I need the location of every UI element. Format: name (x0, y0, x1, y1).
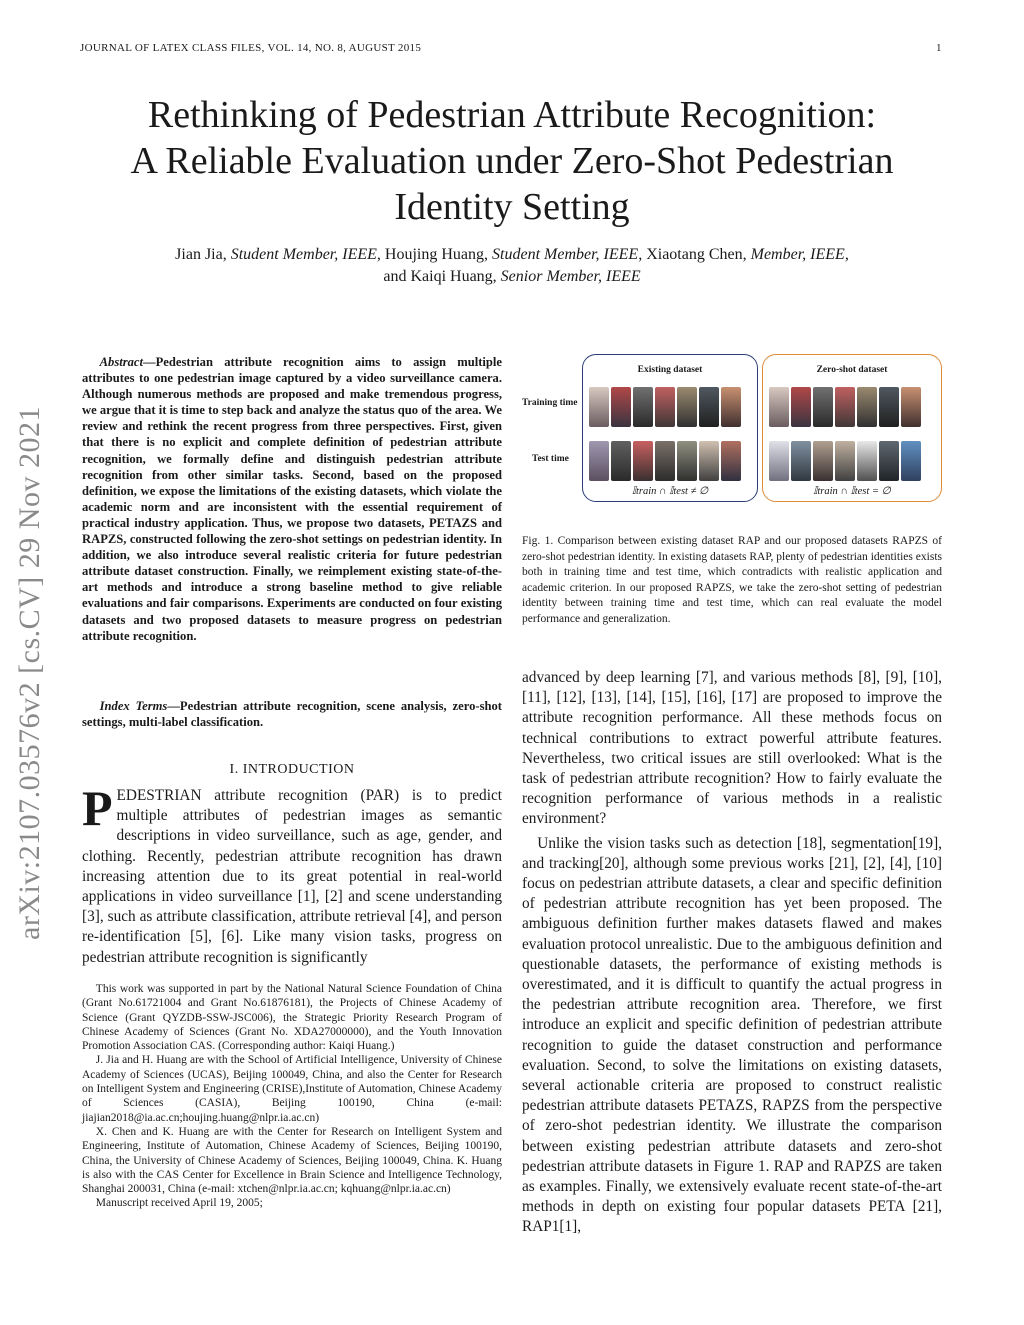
paragraph: Unlike the vision tasks such as detection [18], segmentation[19], and tracking[20], although some previous works [21], [2], [4], [10] focus on pedestrian attribute datasets, a clear and specific definition of pedestrian attribute recognition has yet been proposed. The ambiguous definition further makes datasets flawed and makes evaluation protocol unrealistic. Due to the ambiguous definition and questionable datasets, the performance of existing methods is overestimated, and it is difficult to quantify the actual progress in the pedestrian attribute recognition area. Therefore, we first introduce an explicit and specific definition of pedestrian attribute recognition to guide the dataset construction and performance evaluation. Second, to solve the limitations on existing datasets, several actionable criteria are proposed to construct realistic pedestrian attribute datasets PETAZS, RAPZS from the perspective of zero-shot pedestrian identity. We illustrate the comparison between existing pedestrian attribute datasets and zero-shot pedestrian attribute datasets in Figure 1. RAP and RAPZS are taken as examples. Finally, we extensively evaluate recent state-of-the-art methods in depth on existing four popular datasets PETA [21], RAP1[1], (522, 834, 942, 1236)
index-terms-text: —Pedestrian attribute recognition, scene analysis, zero-shot settings, multi-label classification. (82, 699, 502, 730)
pedestrian-image (633, 387, 653, 427)
pedestrian-image (769, 387, 789, 427)
abstract-text: —Pedestrian attribute recognition aims to assign multiple attributes to one pedestrian image captured by a video surveillance camera. Although numerous methods are proposed and make tremendous progress, we argue that it is time to step back and analyze the status quo of the area. We review and rethink the recent progress from three perspectives. First, given that there is no explicit and complete definition of pedestrian attribute recognition, we formally define and distinguish pedestrian attribute recognition from other similar tasks. Second, based on the proposed definition, we expose the limitations of the existing datasets, which violate the academic norm and are inconsistent with the essential requirement of practical industry application. Thus, we propose two datasets, PETAZS and RAPZS, constructed following the zero-shot settings on pedestrian identity. In addition, we also introduce several realistic criteria for future pedestrian attribute dataset construction. Finally, we reimplement existing state-of-the-art methods and introduce a strong baseline method to give reliable evaluations and fair comparisons. Experiments are conducted on four existing datasets and two proposed datasets to measure progress on pedestrian attribute recognition. (82, 355, 502, 643)
pedestrian-image (791, 387, 811, 427)
pedestrian-image (721, 387, 741, 427)
right-column-body (522, 668, 942, 1238)
author-4-role: Senior Member, IEEE (500, 268, 641, 285)
pedestrian-image (901, 387, 921, 427)
footnote-funding: This work was supported in part by the National Natural Science Foundation of China (Grant No.61721004 and Grant No.61876181), the Projects of Chinese Academy of Science (Grant QYZDB-SSW-JSC006), the Strategic Priority Research Program of Chinese Academy of Sciences (Grant No. XDA27000000), and the Youth Innovation Promotion Association CAS. (Corresponding author: Kaiqi Huang.) (82, 983, 502, 1053)
intro-text: EDESTRIAN attribute recognition (PAR) is to predict multiple attributes of pedestrian images as semantic descriptions in video surveillance, such as age, gender, and clothing. Recently, pedestrian attribute recognition has drawn increasing attention due to its great potential in real-world applications in video surveillance [1], [2] and scene understanding [3], such as attribute classification, attribute retrieval [4], and person re-identification [5], [6]. Like many vision tasks, progress on pedestrian attribute recognition is significantly (82, 787, 502, 966)
author-2-role: Student Member, IEEE, (492, 246, 643, 263)
pedestrian-image (611, 387, 631, 427)
running-header: JOURNAL OF LATEX CLASS FILES, VOL. 14, NO. 8, AUGUST 2015 (80, 42, 422, 54)
title-line-3: Identity Setting (394, 186, 630, 228)
pedestrian-image (769, 441, 789, 481)
footnote-affiliation-1: J. Jia and H. Huang are with the School of Artificial Intelligence, University of Chinese Academy of Sciences (UCAS), Beijing 100049, China, and also the Center for Research on Intelligent System and Engineering (CRISE),Institute of Automation, Chinese Academy of Sciences (CASIA), Beijing 100190, China (e-mail: jiajian2018@ia.ac.cn;houjing.huang@nlpr.ia.ac.cn) (82, 1054, 502, 1124)
pedestrian-image (677, 387, 697, 427)
pedestrian-image (721, 441, 741, 481)
figure-1 (522, 352, 942, 502)
pedestrian-image (879, 387, 899, 427)
pedestrian-image (699, 387, 719, 427)
page-number: 1 (936, 42, 942, 54)
existing-dataset-box (582, 354, 758, 502)
pedestrian-image (677, 441, 697, 481)
pedestrian-image (835, 387, 855, 427)
author-3-role: Member, IEEE, (750, 246, 849, 263)
existing-dataset-title: Existing dataset (637, 365, 703, 375)
pedestrian-image (633, 441, 653, 481)
author-2: Houjing Huang, (380, 246, 493, 263)
zeroshot-dataset-box (762, 354, 942, 502)
paper-title (60, 92, 964, 230)
pedestrian-image (879, 441, 899, 481)
pedestrian-image (835, 441, 855, 481)
index-terms-label: Index Terms (99, 699, 168, 713)
author-3: Xiaotang Chen, (642, 246, 751, 263)
title-line-1: Rethinking of Pedestrian Attribute Recognition: (147, 94, 877, 136)
pedestrian-image (791, 441, 811, 481)
footnotes (82, 982, 502, 1211)
footnote-manuscript: Manuscript received April 19, 2005; (95, 1197, 263, 1210)
title-line-2: A Reliable Evaluation under Zero-Shot Pedestrian (130, 140, 894, 182)
pedestrian-image (699, 441, 719, 481)
pedestrian-image (655, 441, 675, 481)
pedestrian-image (813, 441, 833, 481)
intro-paragraph (82, 780, 502, 968)
formula-existing: 𝕀train ∩ 𝕀test ≠ ∅ (631, 486, 709, 497)
author-1: Jian Jia, (175, 246, 231, 263)
abstract-label: Abstract (99, 355, 144, 369)
pedestrian-image (655, 387, 675, 427)
formula-zeroshot: 𝕀train ∩ 𝕀test = ∅ (813, 486, 891, 497)
pedestrian-image (813, 387, 833, 427)
footnote-affiliation-2: X. Chen and K. Huang are with the Center for Research on Intelligent System and Engineering, Institute of Automation, Chinese Academy of Sciences, Beijing 100190, China, the University of Chinese Academy of Sciences, Beijing 100049, China. K. Huang is also with the CAS Center for Excellence in Brain Science and Intelligence Technology, Shanghai 200031, China (e-mail: xtchen@nlpr.ia.ac.cn; kqhuang@nlpr.ia.ac.cn) (82, 1125, 502, 1196)
pedestrian-image (857, 441, 877, 481)
pedestrian-image (589, 387, 609, 427)
index-terms (82, 698, 502, 730)
author-4: and Kaiqi Huang, (383, 268, 501, 285)
author-list (80, 244, 944, 288)
section-heading: I. INTRODUCTION (229, 762, 355, 777)
arxiv-stamp: arXiv:2107.03576v2 [cs.CV] 29 Nov 2021 (13, 406, 46, 940)
pedestrian-image (611, 441, 631, 481)
pedestrian-image (901, 441, 921, 481)
pedestrian-image (589, 441, 609, 481)
row-label-training: Training time (522, 398, 578, 408)
pedestrian-image (857, 387, 877, 427)
figure-caption: Fig. 1. Comparison between existing dataset RAP and our proposed datasets RAPZS of zero-shot pedestrian identity. In existing datasets RAP, plenty of pedestrian identities exists both in training time and test time, which contradicts with realistic application and academic criterion. In our proposed RAPZS, we take the zero-shot setting of pedestrian identity between training time and test time, which can real evaluate the model performance and generalization. (522, 535, 942, 625)
abstract (82, 354, 502, 644)
row-label-test: Test time (532, 454, 569, 464)
author-1-role: Student Member, IEEE, (230, 246, 381, 263)
paragraph: advanced by deep learning [7], and various methods [8], [9], [10], [11], [12], [13], [14], [15], [16], [17] are proposed to improve the attribute recognition performance. All these methods focus on technical contributions to extract powerful attribute features. Nevertheless, two critical issues are still overlooked: What is the task of pedestrian attribute recognition? How to fairly evaluate the recognition performance of various methods in a realistic environment? (522, 669, 942, 828)
drop-cap: P (82, 780, 113, 836)
zeroshot-dataset-title: Zero-shot dataset (816, 365, 888, 375)
